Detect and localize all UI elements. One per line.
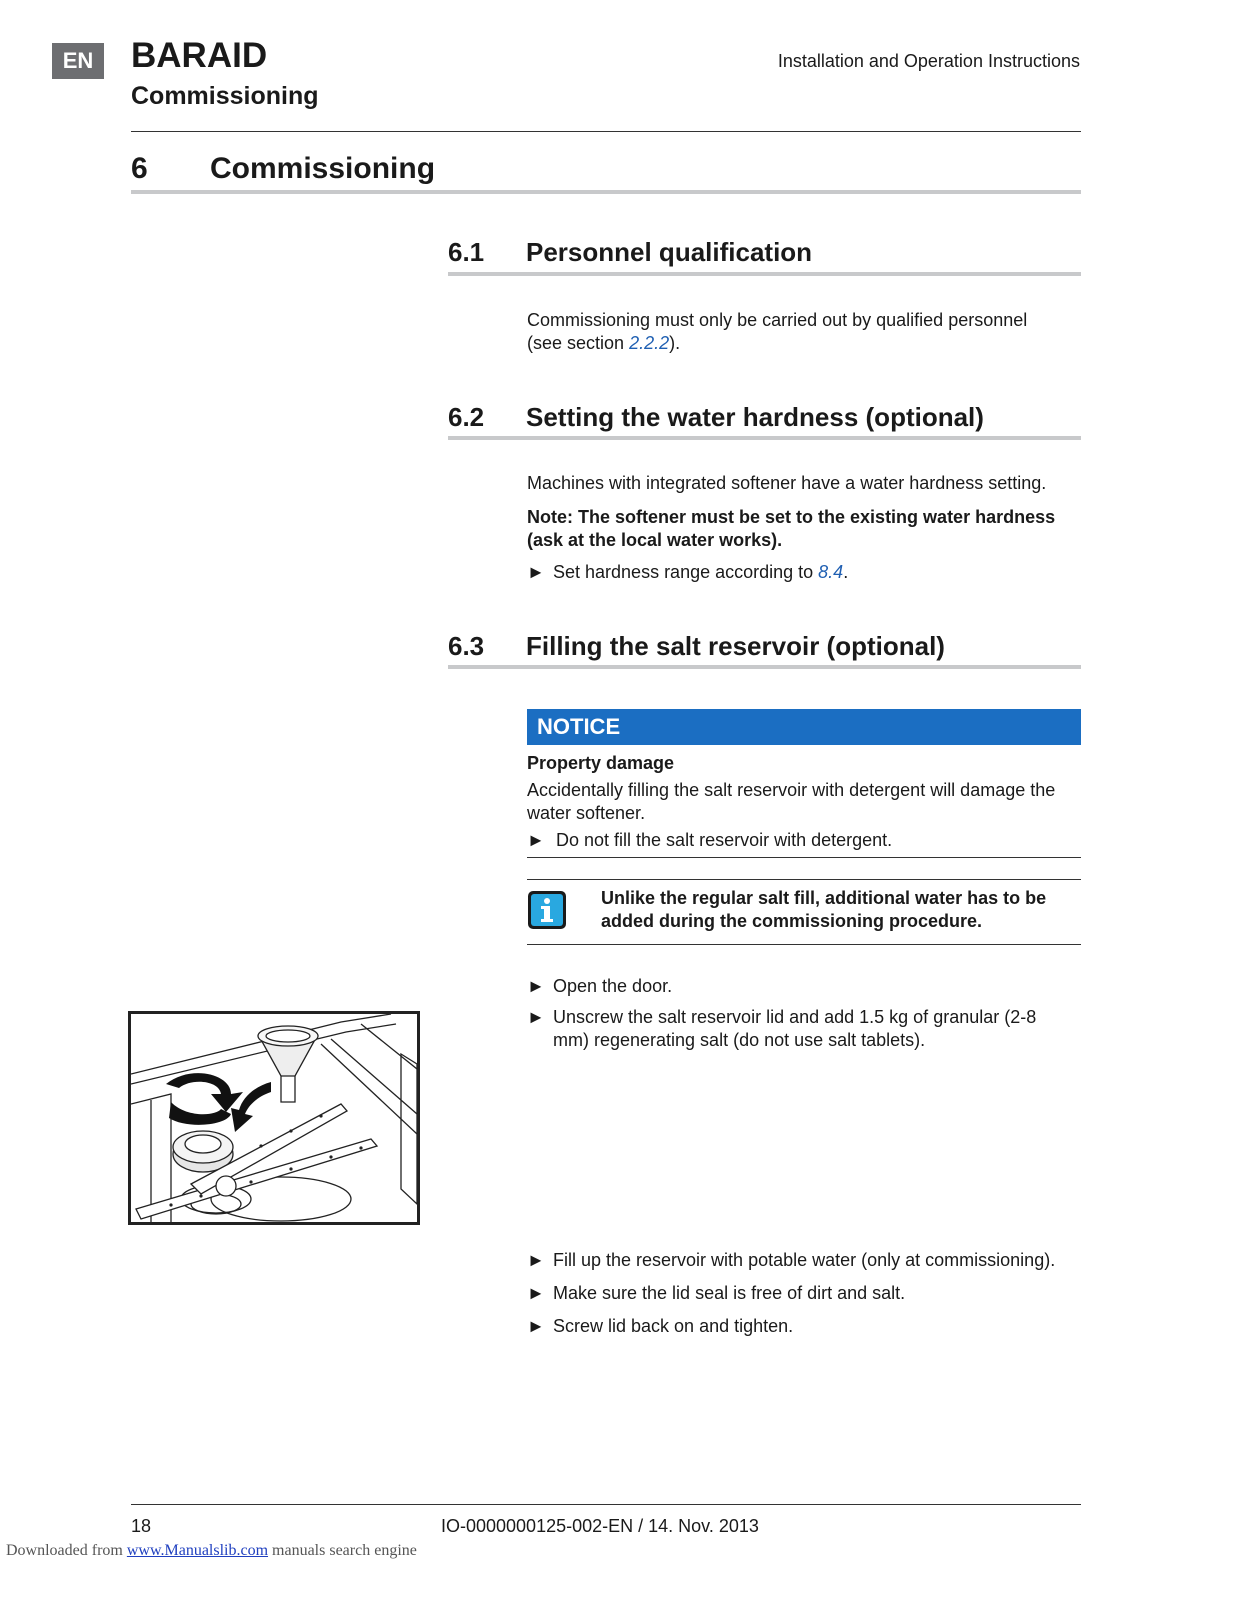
note-line: Note: The softener must be set to the existing water hardness	[527, 507, 1056, 527]
section-rule	[448, 436, 1081, 440]
section-link-2-2-2[interactable]: 2.2.2	[629, 333, 670, 353]
hardness-note	[527, 506, 1082, 552]
chapter-heading	[131, 152, 435, 186]
bullet-arrow-icon: ►	[527, 1250, 545, 1270]
footer-divider	[131, 1504, 1081, 1505]
section-title: Setting the water hardness (optional)	[526, 402, 984, 432]
list-item: ► Unscrew the salt reservoir lid and add 1.5 kg of granular (2-8 mm) regenerating salt (do not use salt tablets).	[527, 1007, 1037, 1050]
chapter-number: 6	[131, 152, 148, 185]
bullet-arrow-icon: ►	[527, 1283, 545, 1303]
list-item: ► Open the door.	[527, 976, 673, 996]
section-title: Filling the salt reservoir (optional)	[526, 631, 945, 661]
notice-title: Property damage	[527, 753, 675, 773]
page-number: 18	[131, 1516, 152, 1536]
text-line: Accidentally filling the salt reservoir with detergent will damage the	[527, 780, 1056, 800]
section-title: Personnel qualification	[526, 237, 813, 267]
chapter-rule	[131, 190, 1081, 194]
qualification-text	[527, 309, 1082, 355]
text-line: Unlike the regular salt fill, additional water has to be	[601, 888, 1047, 908]
bullet-arrow-icon: ►	[527, 1316, 545, 1336]
download-note: Downloaded from www.Manualslib.com manuals search engine	[6, 1542, 417, 1559]
bullet-arrow-icon: ►	[527, 1007, 545, 1027]
document-type: Installation and Operation Instructions	[777, 51, 1080, 71]
text-line: (see section 2.2.2).	[527, 333, 681, 353]
chapter-title: Commissioning	[210, 152, 436, 185]
chapter-subtitle: Commissioning	[131, 82, 319, 110]
bullet-arrow-icon: ►	[527, 830, 545, 850]
manualslib-link[interactable]: www.Manualslib.com	[126, 1542, 269, 1559]
list-item: ► Screw lid back on and tighten.	[527, 1316, 794, 1336]
notice-text	[527, 779, 1082, 825]
section-heading-6-2	[448, 402, 984, 433]
section-heading-6-1	[448, 237, 812, 268]
info-icon	[527, 890, 567, 930]
section-number: 6.1	[448, 237, 485, 267]
step-list-b	[527, 1249, 1082, 1338]
notice-banner: NOTICE	[527, 709, 1081, 745]
list-item: ► Fill up the reservoir with potable water (only at commissioning).	[527, 1250, 1056, 1270]
info-box	[527, 879, 1081, 945]
section-link-8-4[interactable]: 8.4	[818, 562, 844, 582]
text-line: water softener.	[527, 803, 646, 823]
language-badge: EN	[52, 43, 104, 79]
brand-title: BARAID	[131, 36, 268, 75]
notice-bullet: ► Do not fill the salt reservoir with detergent.	[527, 830, 893, 850]
section-number: 6.3	[448, 631, 485, 661]
info-text	[601, 887, 1081, 933]
bullet-arrow-icon: ►	[527, 562, 545, 582]
list-item: ► Make sure the lid seal is free of dirt and salt.	[527, 1283, 906, 1303]
text-line: Commissioning must only be carried out by qualified personnel	[527, 310, 1028, 330]
text-line: added during the commissioning procedure.	[601, 911, 983, 931]
salt-reservoir-drawing	[131, 1014, 417, 1222]
section-number: 6.2	[448, 402, 485, 432]
step-list-a	[527, 975, 1082, 1052]
document-id: IO-0000000125-002-EN / 14. Nov. 2013	[441, 1516, 759, 1536]
note-line: (ask at the local water works).	[527, 530, 783, 550]
section-rule	[448, 272, 1081, 276]
section-rule	[448, 665, 1081, 669]
notice-divider	[527, 857, 1081, 858]
salt-reservoir-illustration	[128, 1011, 420, 1225]
hardness-text: Machines with integrated softener have a water hardness setting.	[527, 473, 1047, 493]
hardness-bullet: ► Set hardness range according to 8.4.	[527, 562, 849, 582]
bullet-arrow-icon: ►	[527, 976, 545, 996]
header-divider	[131, 131, 1081, 132]
section-heading-6-3	[448, 631, 945, 662]
